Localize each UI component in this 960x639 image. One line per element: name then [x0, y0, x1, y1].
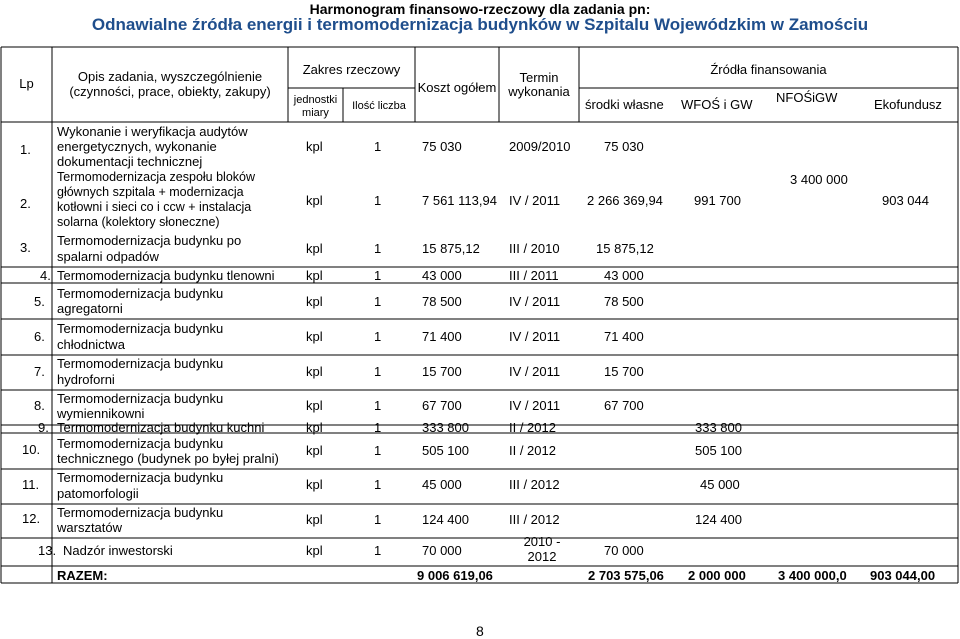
- header-jednostki-line2: miary: [302, 107, 329, 119]
- total-cost: 9 006 619,06: [417, 568, 493, 583]
- row-7-unit: kpl: [306, 364, 323, 379]
- row-11-desc-2: patomorfologii: [57, 486, 139, 501]
- row-8-own: 67 700: [604, 398, 644, 413]
- row-13-lp: 13.: [38, 543, 57, 558]
- row-3-own: 15 875,12: [596, 241, 654, 256]
- row-4-own: 43 000: [604, 268, 644, 283]
- page-number: 8: [476, 623, 484, 639]
- header-termin-line1: Termin: [519, 70, 559, 85]
- row-9-cost: 333 800: [422, 420, 469, 435]
- header-opis-line1: Opis zadania, wyszczególnienie: [77, 69, 263, 84]
- row-2-own: 2 266 369,94: [587, 193, 663, 208]
- row-8-desc-2: wymiennikowni: [57, 406, 145, 421]
- row-3-term: III / 2010: [509, 241, 560, 256]
- row-1-desc-3: dokumentacji technicznej: [57, 154, 203, 169]
- row-5-desc-1: Termomodernizacja budynku: [57, 286, 224, 301]
- row-4-term: III / 2011: [509, 268, 559, 283]
- row-7-lp: 7.: [34, 364, 45, 379]
- row-5-qty: 1: [374, 294, 382, 309]
- row-8-desc-1: Termomodernizacja budynku: [57, 391, 224, 406]
- row-9-wfos: 333 800: [695, 420, 742, 435]
- document-title: Harmonogram finansowo-rzeczowy dla zadania pn:: [309, 1, 651, 17]
- row-12-qty: 1: [374, 512, 382, 527]
- row-1-lp: 1.: [20, 142, 31, 157]
- row-7-qty: 1: [374, 364, 382, 379]
- row-8-cost: 67 700: [422, 398, 462, 413]
- row-5-lp: 5.: [34, 294, 45, 309]
- row-11-unit: kpl: [306, 477, 323, 492]
- row-2-desc-4: solarna (kolektory słoneczne): [57, 215, 220, 229]
- row-10-lp: 10.: [22, 442, 41, 457]
- row-12-desc-1: Termomodernizacja budynku: [57, 505, 224, 520]
- row-13-term: 2010 - 2012: [523, 534, 561, 564]
- row-12-desc-2: warsztatów: [57, 520, 123, 535]
- row-10-qty: 1: [374, 443, 382, 458]
- row-12-lp: 12.: [22, 511, 41, 526]
- total-own: 2 703 575,06: [588, 568, 664, 583]
- row-6-own: 71 400: [604, 329, 644, 344]
- row-9-qty: 1: [374, 420, 382, 435]
- row-5-own: 78 500: [604, 294, 644, 309]
- row-3-unit: kpl: [306, 241, 323, 256]
- header-opis-line2: (czynności, prace, obiekty, zakupy): [69, 84, 271, 99]
- header-lp: Lp: [19, 76, 34, 91]
- row-8-lp: 8.: [34, 398, 45, 413]
- row-9-unit: kpl: [306, 420, 323, 435]
- row-4-unit: kpl: [306, 268, 323, 283]
- row-13-qty: 1: [374, 543, 382, 558]
- row-8-term: IV / 2011: [509, 398, 561, 413]
- row-2-eko: 903 044: [882, 193, 929, 208]
- header-srodki: środki własne: [585, 97, 664, 112]
- row-5-desc-2: agregatorni: [57, 301, 123, 316]
- row-10-desc-2: technicznego (budynek po byłej pralni): [57, 451, 279, 466]
- row-9-lp: 9.: [38, 420, 49, 435]
- row-4-desc-1: Termomodernizacja budynku tlenowni: [57, 268, 275, 283]
- row-1-cost: 75 030: [422, 139, 462, 154]
- row-7-own: 15 700: [604, 364, 644, 379]
- header-ilosc: Ilość liczba: [352, 100, 406, 112]
- row-12-wfos: 124 400: [695, 512, 742, 527]
- total-eko: 903 044,00: [870, 568, 936, 583]
- row-10-wfos: 505 100: [695, 443, 742, 458]
- row-8-qty: 1: [374, 398, 382, 413]
- row-6-lp: 6.: [34, 329, 45, 344]
- row-6-term: IV / 2011: [509, 329, 561, 344]
- row-2-qty: 1: [374, 193, 382, 208]
- project-title: Odnawialne źródła energii i termomodernizacja budynków w Szpitalu Wojewódzkim w Zamościu: [91, 15, 869, 34]
- row-2-wfos: 991 700: [694, 193, 741, 208]
- row-7-desc-1: Termomodernizacja budynku: [57, 356, 224, 371]
- row-10-term: II / 2012: [509, 443, 556, 458]
- row-12-term: III / 2012: [509, 512, 560, 527]
- row-6-desc-2: chłodnictwa: [57, 337, 125, 352]
- row-2-cost: 7 561 113,94: [422, 193, 497, 208]
- row-2-term: IV / 2011: [509, 193, 561, 208]
- row-6-unit: kpl: [306, 329, 323, 344]
- row-1-desc-2: energetycznych, wykonanie: [57, 139, 217, 154]
- row-5-unit: kpl: [306, 294, 323, 309]
- row-11-desc-1: Termomodernizacja budynku: [57, 470, 224, 485]
- row-5-term: IV / 2011: [509, 294, 561, 309]
- row-3-qty: 1: [374, 241, 382, 256]
- row-12-unit: kpl: [306, 512, 323, 527]
- total-label: RAZEM:: [57, 568, 108, 583]
- row-2-nfos: 3 400 000: [790, 172, 848, 187]
- row-11-term: III / 2012: [509, 477, 560, 492]
- row-4-cost: 43 000: [422, 268, 462, 283]
- row-11-wfos: 45 000: [700, 477, 740, 492]
- row-3-cost: 15 875,12: [422, 241, 480, 256]
- row-13-own: 70 000: [604, 543, 644, 558]
- row-8-unit: kpl: [306, 398, 323, 413]
- row-6-cost: 71 400: [422, 329, 462, 344]
- row-13-desc-1: Nadzór inwestorski: [63, 543, 173, 558]
- row-10-cost: 505 100: [422, 443, 469, 458]
- row-2-desc-3: kotłowni i sieci co i ccw + instalacja: [57, 200, 252, 214]
- header-nfos: NFOŚiGW: [776, 90, 838, 105]
- row-11-cost: 45 000: [422, 477, 462, 492]
- row-1-term: 2009/2010: [509, 139, 571, 154]
- row-1-desc-1: Wykonanie i weryfikacja audytów: [57, 124, 248, 139]
- header-zrodla: Źródła finansowania: [710, 62, 827, 77]
- row-13-unit: kpl: [306, 543, 323, 558]
- header-zakres: Zakres rzeczowy: [302, 62, 401, 77]
- row-3-desc-2: spalarni odpadów: [57, 249, 159, 264]
- row-12-cost: 124 400: [422, 512, 469, 527]
- row-11-lp: 11.: [22, 477, 40, 492]
- row-9-term: II / 2012: [509, 420, 556, 435]
- row-2-desc-1: Termomodernizacja zespołu bloków: [57, 170, 256, 184]
- total-wfos: 2 000 000: [688, 568, 746, 583]
- row-7-desc-2: hydroforni: [57, 372, 115, 387]
- row-1-own: 75 030: [604, 139, 644, 154]
- row-10-unit: kpl: [306, 443, 323, 458]
- row-2-lp: 2.: [20, 196, 31, 211]
- header-jednostki-line1: jednostki: [293, 94, 338, 106]
- row-2-desc-2: głównych szpitala + modernizacja: [57, 185, 244, 199]
- row-13-cost: 70 000: [422, 543, 462, 558]
- row-3-lp: 3.: [20, 240, 31, 255]
- row-4-lp: 4.: [40, 268, 51, 283]
- row-6-desc-1: Termomodernizacja budynku: [57, 321, 224, 336]
- row-1-unit: kpl: [306, 139, 323, 154]
- row-1-qty: 1: [374, 139, 382, 154]
- row-5-cost: 78 500: [422, 294, 462, 309]
- row-3-desc-1: Termomodernizacja budynku po: [57, 233, 242, 248]
- header-wfos: WFOŚ i GW: [681, 97, 753, 112]
- row-6-qty: 1: [374, 329, 382, 344]
- total-nfos: 3 400 000,0: [778, 568, 847, 583]
- row-10-desc-1: Termomodernizacja budynku: [57, 436, 224, 451]
- row-7-cost: 15 700: [422, 364, 462, 379]
- row-9-desc-1: Termomodernizacja budynku kuchni: [57, 420, 265, 435]
- header-termin-line2: wykonania: [508, 84, 570, 99]
- row-4-qty: 1: [374, 268, 382, 283]
- row-11-qty: 1: [374, 477, 382, 492]
- header-eko: Ekofundusz: [874, 97, 942, 112]
- header-koszt: Koszt ogółem: [417, 80, 497, 95]
- row-7-term: IV / 2011: [509, 364, 561, 379]
- row-2-unit: kpl: [306, 193, 323, 208]
